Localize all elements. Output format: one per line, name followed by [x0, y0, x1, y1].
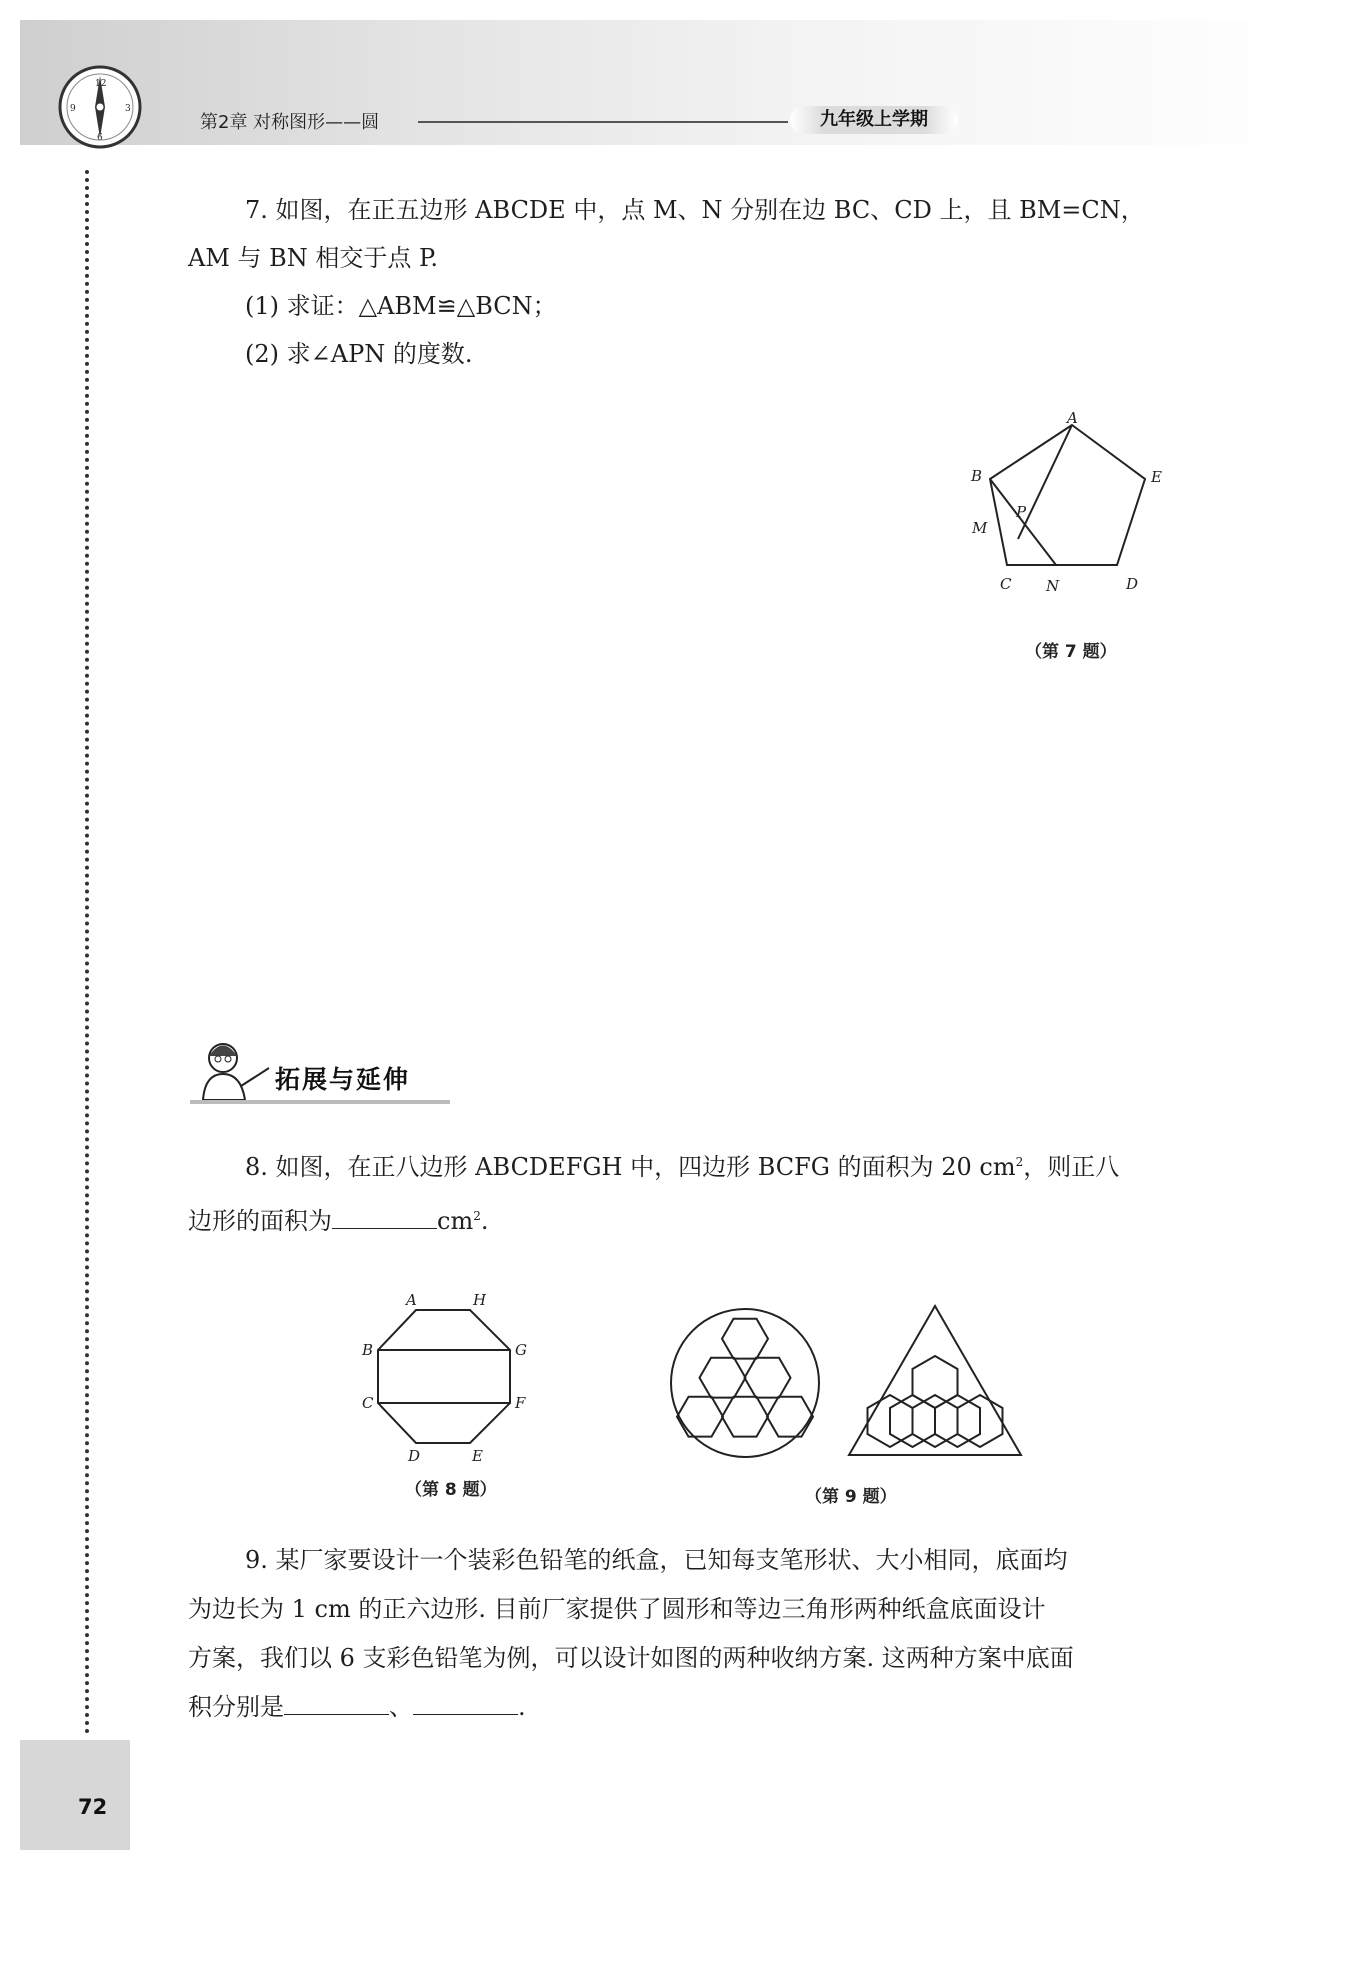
q8-label-e: E	[472, 1447, 483, 1465]
margin-dotted-line	[85, 170, 89, 1735]
q7-pentagon-figure	[960, 405, 1190, 625]
header-grade-badge: 九年级上学期	[790, 106, 958, 134]
q8-label-g: G	[515, 1341, 527, 1359]
svg-text:12: 12	[95, 79, 107, 89]
q7-line2: AM 与 BN 相交于点 P.	[188, 244, 438, 272]
svg-text:9: 9	[70, 104, 76, 114]
compass-icon	[55, 62, 145, 152]
page-number: 72	[78, 1795, 108, 1819]
q8-label-h: H	[473, 1291, 487, 1309]
q7-label-d: D	[1126, 575, 1139, 593]
q7-label-n: N	[1046, 577, 1060, 595]
q7-label-p: P	[1016, 503, 1027, 521]
q8-octagon-figure	[360, 1285, 550, 1465]
page-number-tab	[20, 1740, 130, 1850]
q8-figure-caption: （第 8 题）	[405, 1480, 497, 1500]
q8-line2: 边形的面积为 $cm^2$.	[188, 1207, 489, 1235]
q9-figure-caption: （第 9 题）	[805, 1487, 897, 1507]
q7-line1: 7. 如图，在正五边形 ABCDE 中，点 M、N 分别在边 BC、CD 上，且 BM=CN，	[245, 196, 1145, 224]
q7-sub1: (1) 求证：△ABM≌△BCN；	[245, 292, 557, 320]
q7-label-m: M	[972, 519, 988, 537]
q7-label-a: A	[1067, 409, 1078, 427]
q8-line1: 8. 如图，在正八边形 ABCDEFGH 中，四边形 BCFG 的面积为 20 $cm^2$，则正八	[245, 1153, 1120, 1181]
header-rule	[418, 121, 788, 123]
q7-sub2: (2) 求∠APN 的度数.	[245, 340, 473, 368]
q9-line1: 9. 某厂家要设计一个装彩色铅笔的纸盒，已知每支笔形状、大小相同，底面均	[245, 1546, 1068, 1574]
section-title: 拓展与延伸	[275, 1065, 411, 1094]
q8-answer-blank[interactable]	[332, 1207, 437, 1229]
header-chapter: 第2章 对称图形——圆	[200, 112, 380, 133]
q8-label-a: A	[406, 1291, 417, 1309]
q9-line4: 积分别是 、 .	[188, 1693, 526, 1721]
q8-label-f: F	[515, 1394, 526, 1412]
q7-label-c: C	[1000, 575, 1012, 593]
q8-label-d: D	[408, 1447, 421, 1465]
q8-label-c: C	[362, 1394, 374, 1412]
svg-text:3: 3	[125, 104, 131, 114]
q9-answer-blank-2[interactable]	[413, 1693, 518, 1715]
q9-line3: 方案，我们以 6 支彩色铅笔为例，可以设计如图的两种收纳方案. 这两种方案中底面	[188, 1644, 1074, 1672]
q9-figure	[665, 1300, 1035, 1470]
q8-label-b: B	[362, 1341, 374, 1359]
q7-figure-caption: （第 7 题）	[1025, 642, 1117, 662]
svg-text:6: 6	[97, 133, 103, 143]
q9-line2: 为边长为 1 cm 的正六边形. 目前厂家提供了圆形和等边三角形两种纸盒底面设计	[188, 1595, 1046, 1623]
q7-label-b: B	[971, 467, 983, 485]
q9-answer-blank-1[interactable]	[284, 1693, 389, 1715]
section-underline	[190, 1100, 450, 1104]
q7-label-e: E	[1151, 468, 1162, 486]
